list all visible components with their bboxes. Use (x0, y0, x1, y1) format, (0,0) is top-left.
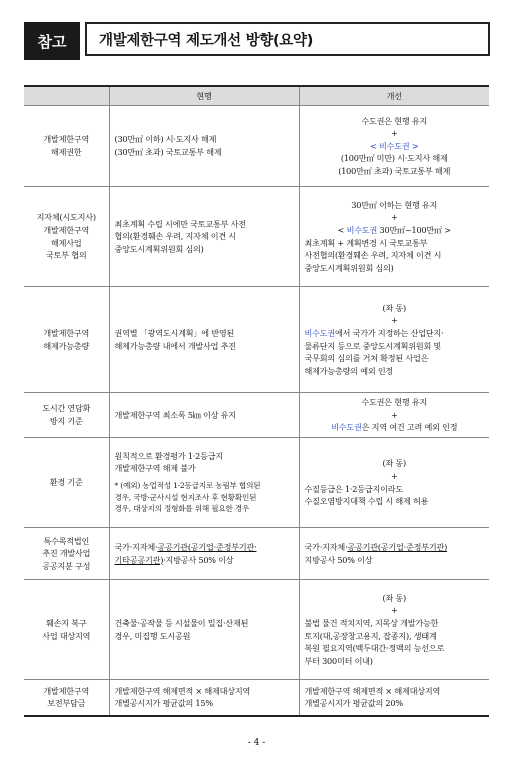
table-row (24, 438, 489, 528)
row-category: 개발제한구역 해제가능총량 (24, 287, 109, 393)
row-current: 국가·지자체·공공기관(공기업·준정부기관· 기타공공기관)·지방공사 50% 이상 (109, 528, 299, 580)
table-row (24, 528, 489, 580)
row-current: 원칙적으로 환경평가 1·2등급지 개발제한구역 해제 불가 * (예외) 농업적성 1·2등급지로 농림부 협의된 경우, 국방·군사시설 현지조사 후 현황확인된 경우, 대상지의 정형화를 위해 필요한 경우 (109, 438, 299, 528)
table-header-row (24, 86, 489, 106)
row-improved: (좌 동) + 비수도권에서 국가가 지정하는 산업단지· 물류단지 등으로 중앙도시계획위원회 및 국무회의 심의를 거쳐 확정된 사업은 해제가능총량의 예외 인정 (299, 287, 489, 393)
row-category: 개발제한구역 해제권한 (24, 106, 109, 187)
row-current: (30만㎡ 이하) 시·도지사 해제 (30만㎡ 초과) 국토교통부 해제 (109, 106, 299, 187)
table-row (24, 106, 489, 187)
table-row (24, 393, 489, 438)
table-row (24, 580, 489, 680)
row-category: 훼손지 복구 사업 대상지역 (24, 580, 109, 680)
page-title: 개발제한구역 제도개선 방향(요약) (85, 22, 490, 56)
table-row (24, 187, 489, 287)
table-row (24, 680, 489, 716)
row-current: 최초계획 수립 시에만 국토교통부 사전 협의(환경훼손 우려, 지자체 이견 시 중앙도시계획위원회 심의) (109, 187, 299, 287)
row-category: 특수목적법인 추진 개발사업 공공지분 구성 (24, 528, 109, 580)
row-category: 도시간 연담화 방지 기준 (24, 393, 109, 438)
row-improved: 수도권은 현행 유지 + 비수도권은 지역 여건 고려 예외 인정 (299, 393, 489, 438)
reference-tag: 참고 (24, 22, 80, 60)
row-current: 건축물·공작물 등 시설물이 밀집·산재된 경우, 미집행 도시공원 (109, 580, 299, 680)
row-current: 개발제한구역 최소폭 5㎞ 이상 유지 (109, 393, 299, 438)
row-improved: 국가·지자체·공공기관(공기업·준정부기관) 지방공사 50% 이상 (299, 528, 489, 580)
row-improved: 개발제한구역 해제면적 × 해제대상지역 개별공시지가 평균값의 20% (299, 680, 489, 716)
header-improved: 개선 (299, 86, 489, 106)
row-improved: 수도권은 현행 유지 + < 비수도권 > (100만㎡ 미만) 시·도지사 해제 (100만㎡ 초과) 국토교통부 해제 (299, 106, 489, 187)
row-improved: (좌 동) + 수질등급은 1·2등급지이라도 수질오염방지대책 수립 시 해제 허용 (299, 438, 489, 528)
row-improved: 30만㎡ 이하는 현행 유지 + < 비수도권 30만㎡~100만㎡ > 최초계획 + 계획변경 시 국토교통부 사전협의(환경훼손 우려, 지자체 이견 시 중앙도시계획위원회 심의) (299, 187, 489, 287)
page-number: - 4 - (247, 738, 266, 748)
row-category: 개발제한구역 보전부담금 (24, 680, 109, 716)
row-category: 지자체(시도지사) 개발제한구역 해제사업 국토부 협의 (24, 187, 109, 287)
table-row (24, 287, 489, 393)
row-current: 권역별 「광역도시계획」에 반영된 해제가능총량 내에서 개발사업 추진 (109, 287, 299, 393)
row-current: 개발제한구역 해제면적 × 해제대상지역 개별공시지가 평균값의 15% (109, 680, 299, 716)
row-category: 환경 기준 (24, 438, 109, 528)
exception-note: * (예외) 농업적성 1·2등급지로 농림부 협의된 경우, 국방·군사시설 현지조사 후 현황확인된 경우, 대상지의 정형화를 위해 필요한 경우 (114, 480, 261, 514)
row-improved: (좌 동) + 불법 물건 적치지역, 지목상 개발가능한 토지(대,공장창고용지, 잡종지), 생태계 복원 필요지역(백두대간·정맥의 능선으로 부터 300미터 이내) (299, 580, 489, 680)
comparison-table (24, 85, 489, 717)
header-empty (24, 86, 109, 106)
header-current: 현행 (109, 86, 299, 106)
section-header (24, 22, 490, 60)
